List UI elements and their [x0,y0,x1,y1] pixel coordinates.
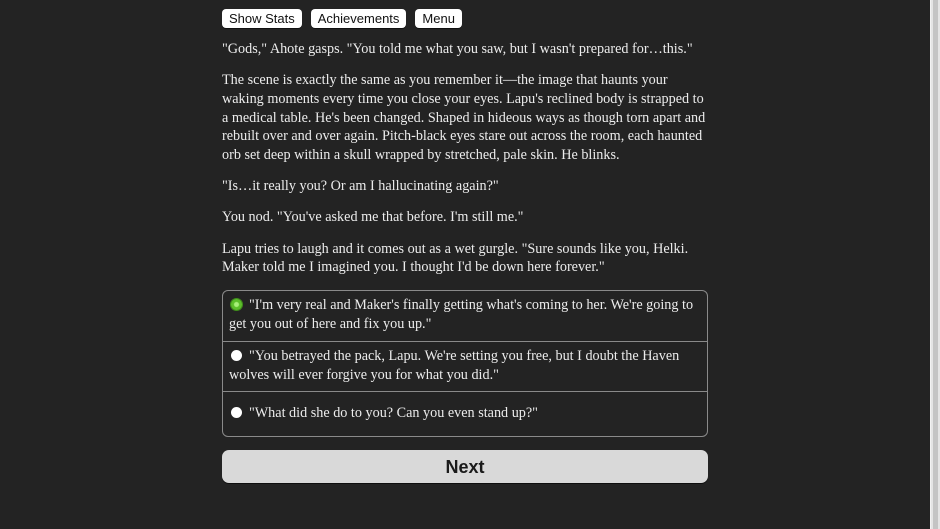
choice-label: "What did she do to you? Can you even stand up?" [249,405,538,421]
choice-label: "I'm very real and Maker's finally getting what's coming to her. We're going to get you out of here and fix you up." [229,297,694,332]
choice-option-2[interactable] [223,341,707,391]
choice-option-3[interactable] [223,391,707,436]
story-paragraph: "Is…it really you? Or am I hallucinating again?" [222,178,499,195]
radio-unselected-icon[interactable] [231,407,242,418]
choice-label: "You betrayed the pack, Lapu. We're setting you free, but I doubt the Haven wolves will ever forgive you for what you did." [229,348,680,383]
achievements-button[interactable]: Achievements [311,9,407,28]
choice-list [222,290,708,437]
show-stats-button[interactable]: Show Stats [222,9,302,28]
next-button[interactable]: Next [222,450,708,483]
story-paragraph: You nod. "You've asked me that before. I'm still me." [222,209,524,226]
radio-unselected-icon[interactable] [231,350,242,361]
top-toolbar [222,9,462,28]
story-text [222,40,708,290]
story-paragraph: Lapu tries to laugh and it comes out as a wet gurgle. "Sure sounds like you, Helki. Maker told me I imagined you. I thought I'd be down here forever." [222,240,689,276]
scrollbar-thumb[interactable] [933,0,938,529]
radio-selected-icon[interactable] [231,299,242,310]
story-paragraph: The scene is exactly the same as you remember it—the image that haunts your waking moments every time you close your eyes. Lapu's reclined body is strapped to a medical table. He's been changed. Shaped in hideous ways as though torn apart and rebuilt over and over again. Pitch-black eyes stare out across the room, each haunted orb set deep within a skull wrapped by stretched, pale skin. He blinks. [222,72,706,164]
story-paragraph: "Gods," Ahote gasps. "You told me what you saw, but I wasn't prepared for…this." [222,41,693,57]
vertical-scrollbar[interactable] [930,0,940,529]
choice-option-1[interactable] [223,291,707,341]
menu-button[interactable]: Menu [415,9,462,28]
